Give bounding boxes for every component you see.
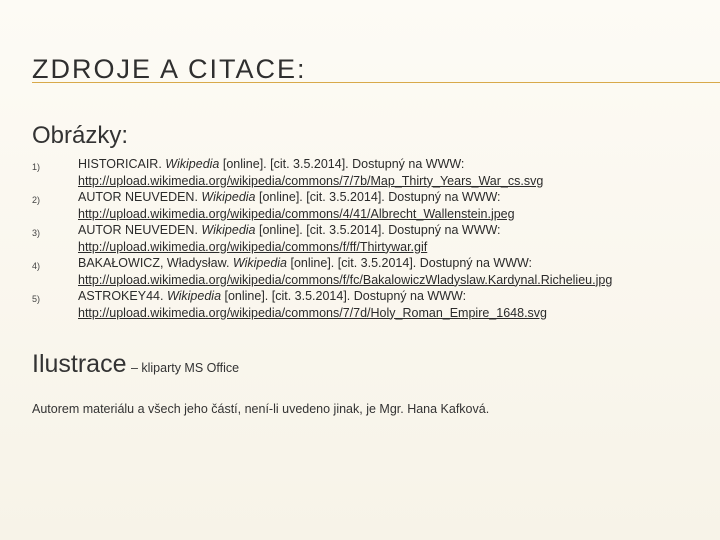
citation-detail: [online]. [cit. 3.5.2014]. Dostupný na WWW:	[258, 223, 501, 237]
citation-number: 2)	[32, 195, 41, 205]
citation-link[interactable]: http://upload.wikimedia.org/wikipedia/commons/f/ff/Thirtywar.gif	[78, 239, 428, 254]
section-heading-images: Obrázky:	[32, 122, 129, 149]
citation-author: ASTROKEY44.	[78, 289, 164, 303]
citation-link[interactable]: http://upload.wikimedia.org/wikipedia/commons/4/41/Albrecht_Wallenstein.jpeg	[78, 206, 515, 221]
citation-link[interactable]: http://upload.wikimedia.org/wikipedia/commons/f/fc/BakalowiczWladyslaw.Kardynal.Richelieu.jpg	[78, 272, 613, 287]
title-divider	[32, 82, 720, 83]
citation-detail: [online]. [cit. 3.5.2014]. Dostupný na WWW:	[224, 289, 467, 303]
citation-text	[78, 288, 712, 305]
citation-number: 3)	[32, 228, 41, 238]
citation-item	[32, 288, 712, 321]
citation-number: 1)	[32, 162, 41, 172]
citation-number: 5)	[32, 294, 41, 304]
citation-detail: [online]. [cit. 3.5.2014]. Dostupný na WWW:	[222, 157, 465, 171]
citation-link[interactable]: http://upload.wikimedia.org/wikipedia/commons/7/7b/Map_Thirty_Years_War_cs.svg	[78, 173, 544, 188]
illustrations-credit	[32, 350, 239, 379]
citation-item	[32, 222, 712, 255]
illustrations-heading: Ilustrace	[32, 350, 127, 378]
author-statement: Autorem materiálu a všech jeho částí, není-li uvedeno jinak, je Mgr. Hana Kafková.	[32, 402, 490, 416]
citation-source: Wikipedia	[201, 223, 256, 237]
citation-text	[78, 189, 712, 206]
citation-list	[32, 156, 712, 321]
citation-author: BAKAŁOWICZ, Władysław.	[78, 256, 230, 270]
citation-source: Wikipedia	[201, 190, 256, 204]
citation-item	[32, 189, 712, 222]
citation-source: Wikipedia	[166, 289, 222, 303]
citation-author: AUTOR NEUVEDEN.	[78, 223, 198, 237]
citation-text	[78, 255, 712, 272]
citation-text	[78, 222, 712, 239]
citation-detail: [online]. [cit. 3.5.2014]. Dostupný na WWW:	[290, 256, 533, 270]
citation-source: Wikipedia	[232, 256, 287, 270]
citation-number: 4)	[32, 261, 41, 271]
citation-item	[32, 255, 712, 288]
slide-title: ZDROJE A CITACE:	[32, 54, 307, 84]
citation-text	[78, 156, 712, 173]
citation-author: AUTOR NEUVEDEN.	[78, 190, 198, 204]
citation-link[interactable]: http://upload.wikimedia.org/wikipedia/commons/7/7d/Holy_Roman_Empire_1648.svg	[78, 305, 547, 320]
citation-detail: [online]. [cit. 3.5.2014]. Dostupný na WWW:	[258, 190, 501, 204]
illustrations-note: – kliparty MS Office	[130, 361, 240, 375]
citation-source: Wikipedia	[165, 157, 220, 171]
citation-author: HISTORICAIR.	[78, 157, 162, 171]
citation-item	[32, 156, 712, 189]
